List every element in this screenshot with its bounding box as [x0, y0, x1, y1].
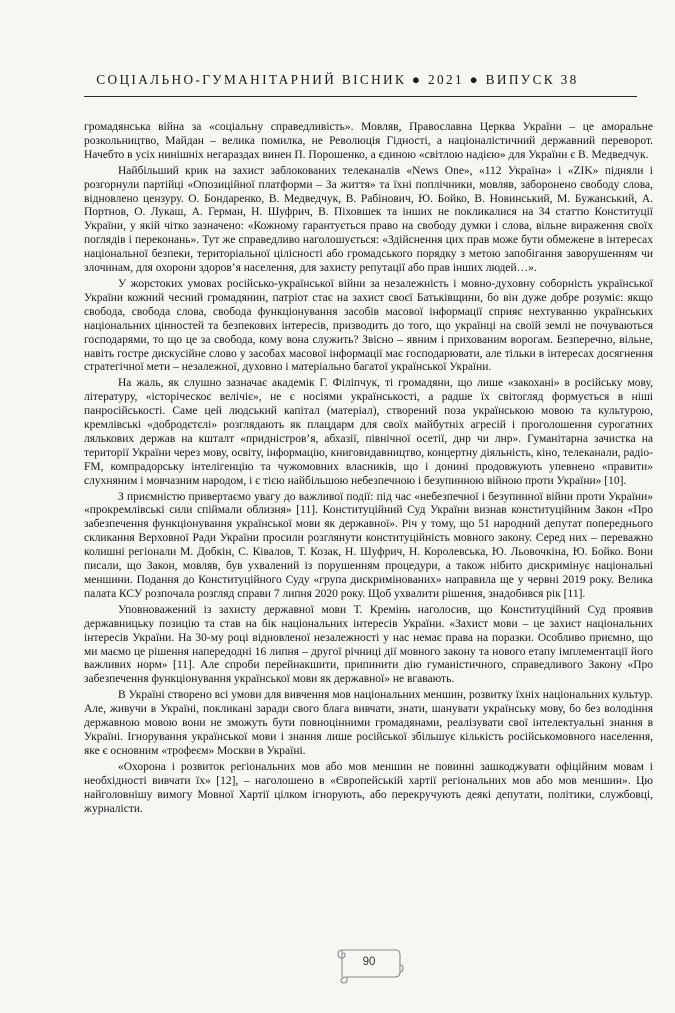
paragraph: З приємністю привертаємо увагу до важливої події: під час «небезпечної і безупинної війни проти України» «прокремлівські сили спіймали облизня» [11]. Конституційний Суд України визнав конституційним Закон «Про забезпечення функціонування української мови як державної». Річ у тому, що 51 народний депутат попереднього скликання Верховної Ради України просили розглянути конституційність мовного закону. Серед них – переважно колишні регіонали М. Добкін, С. Ківалов, Т. Козак, Н. Шуфрич, Н. Королевська, Ю. Льовочкіна, Ю. Бойко. Вони писали, що Закон, мовляв, був ухвалений із порушенням процедури, а також нібито дискримінує національні меншини. Подання до Конституційного Суду «група дискримінованих» направила ще у червні 2019 року. Велика палата КСУ розпочала розгляд справи 7 липня 2020 року. Щоб ухвалити рішення, знадобився рік [11].	[84, 490, 653, 600]
running-header: СОЦІАЛЬНО-ГУМАНІТАРНИЙ ВІСНИК ● 2021 ● ВИПУСК 38	[96, 72, 579, 87]
header-divider	[84, 96, 637, 97]
page-number-badge	[334, 946, 404, 984]
paragraph: Найбільший крик на захист заблокованих телеканалів «News One», «112 Україна» і «ZIK» підняли і розгорнули партійці «Опозиційної платформи – За життя» та їхні поплічники, мовляв, заборонено свободу слова, відновлено цензуру. О. Бондаренко, В. Медведчук, В. Рабінович, Ю. Бойко, В. Новинський, М. Бужанський, А. Портнов, О. Лукаш, А. Герман, Н. Шуфрич, В. Піховшек та інших не покликалися на 34 статтю Конституції України, у якій чітко зазначено: «Кожному гарантується право на свободу думки і слова, вільне вираження своїх поглядів і переконань». Тут же справедливо наголошується: «Здійснення цих прав може бути обмежене в інтересах національної безпеки, територіальної цілісності або громадського порядку з метою запобігання заворушенням чи злочинам, для охорони здоров’я населення, для захисту репутації або прав інших людей…».	[84, 164, 653, 275]
paragraph: На жаль, як слушно зазначає академік Г. Філіпчук, ті громадяни, що лише «закохані» в російську мову, літературу, «історіческоє велічіє», не є носіями українськості, а радше їх світогляд формується в ніші панросійськості. Саме цей людський капітал (матеріал), створений поза українською мовою та культурою, кремлівські «добродєтєлі» розглядають як плацдарм для своїх майбутніх агресій і проголошення сурогатних ляльковиx держав на кшталт «придністров’я, абхазії, північної осетії, днр чи лнр». Гуманітарна зачистка на території України через мову, освіту, інформацію, книговидавництво, концертну діяльність, кіно, телеканали, радіо-FM, компрадорську інтелігенцію та чужомовних власників, що і донині продовжують упевнено «правити» слухняним і мовчазним народом, і є тією найбільшою небезпечною і безупинною війною проти України» [10].	[84, 377, 653, 487]
paragraph: У жорстоких умовах російсько-української війни за незалежність і мовно-духовну соборність української України кожний чесний громадянин, патріот стає на захист своєї Батьківщини, бо він дуже добре розуміє: якщо свобода, свобода слова, свобода функціонування засобів масової інформації сприяє нехтуванню українських національних цінностей та безпекових інтересів, призводить до того, що українці на своїй землі не почуваються господарями, то що це за свобода, кому вона служить? Звісно – явним і прихованим ворогам. Безперечно, вільне, навіть гостре дискусійне слово у засобах масової інформації має господарювати, але тільки в інтересах досягнення стратегічної мети – незалежної, духовно і матеріально багатої української України.	[84, 277, 653, 374]
paragraph: В Україні створено всі умови для вивчення мов національних меншин, розвитку їхніх національних культур. Але, живучи в Україні, покликані заради свого блага вивчати, знати, шанувати українську мову, бо без володіння державною мовою вони не зможуть бути повноцінними громадянами, реалізувати свої інтелектуальні знання в Україні. Ігнорування української мови і знання лише російської збільшує кількість російськомовного населення, яке є основним «трофеєм» Москви в Україні.	[84, 689, 653, 757]
paragraph: «Охорона і розвиток регіональних мов або мов меншин не повинні зашкоджувати офіційним мовам і необхідності вивчати їх» [12], – наголошено в «Європейській хартії регіональних мов або мов меншин». Цю найголовнішу вимогу Мовної Хартії цілком ігнорують, або перекручують деякі депутати, політики, службовці, журналісти.	[84, 760, 653, 815]
page-number: 90	[362, 956, 376, 968]
paragraph: громадянська війна за «соціальну справедливість». Мовляв, Православна Церква України – це аморальне розкольництво, Майдан – велика помилка, не Революція Гідності, а націоналістичний державний переворот. Начебто в усіх нинішніх негараздах винен П. Порошенко, а єдиною «світлою надією» для України є В. Медведчук.	[84, 121, 653, 161]
paragraph: Уповноважений із захисту державної мови Т. Кремінь наголосив, що Конституційний Суд проявив державницьку позицію та став на бік національних інтересів України. «Захист мови – це захист національних інтересів України. На 30-му році відновленої незалежності у нас немає права на поразки. Особливо приємно, що ми маємо це рішення напередодні 16 липня – другої річниці дії мовного закону та нового етапу імплементації його важливих норм» [11]. Але спроби перейнакшити, припинити дію гуманістичного, справедливого Закону «Про забезпечення функціонування української мови як державної» не вгавають.	[84, 603, 653, 686]
article-body	[84, 121, 653, 818]
